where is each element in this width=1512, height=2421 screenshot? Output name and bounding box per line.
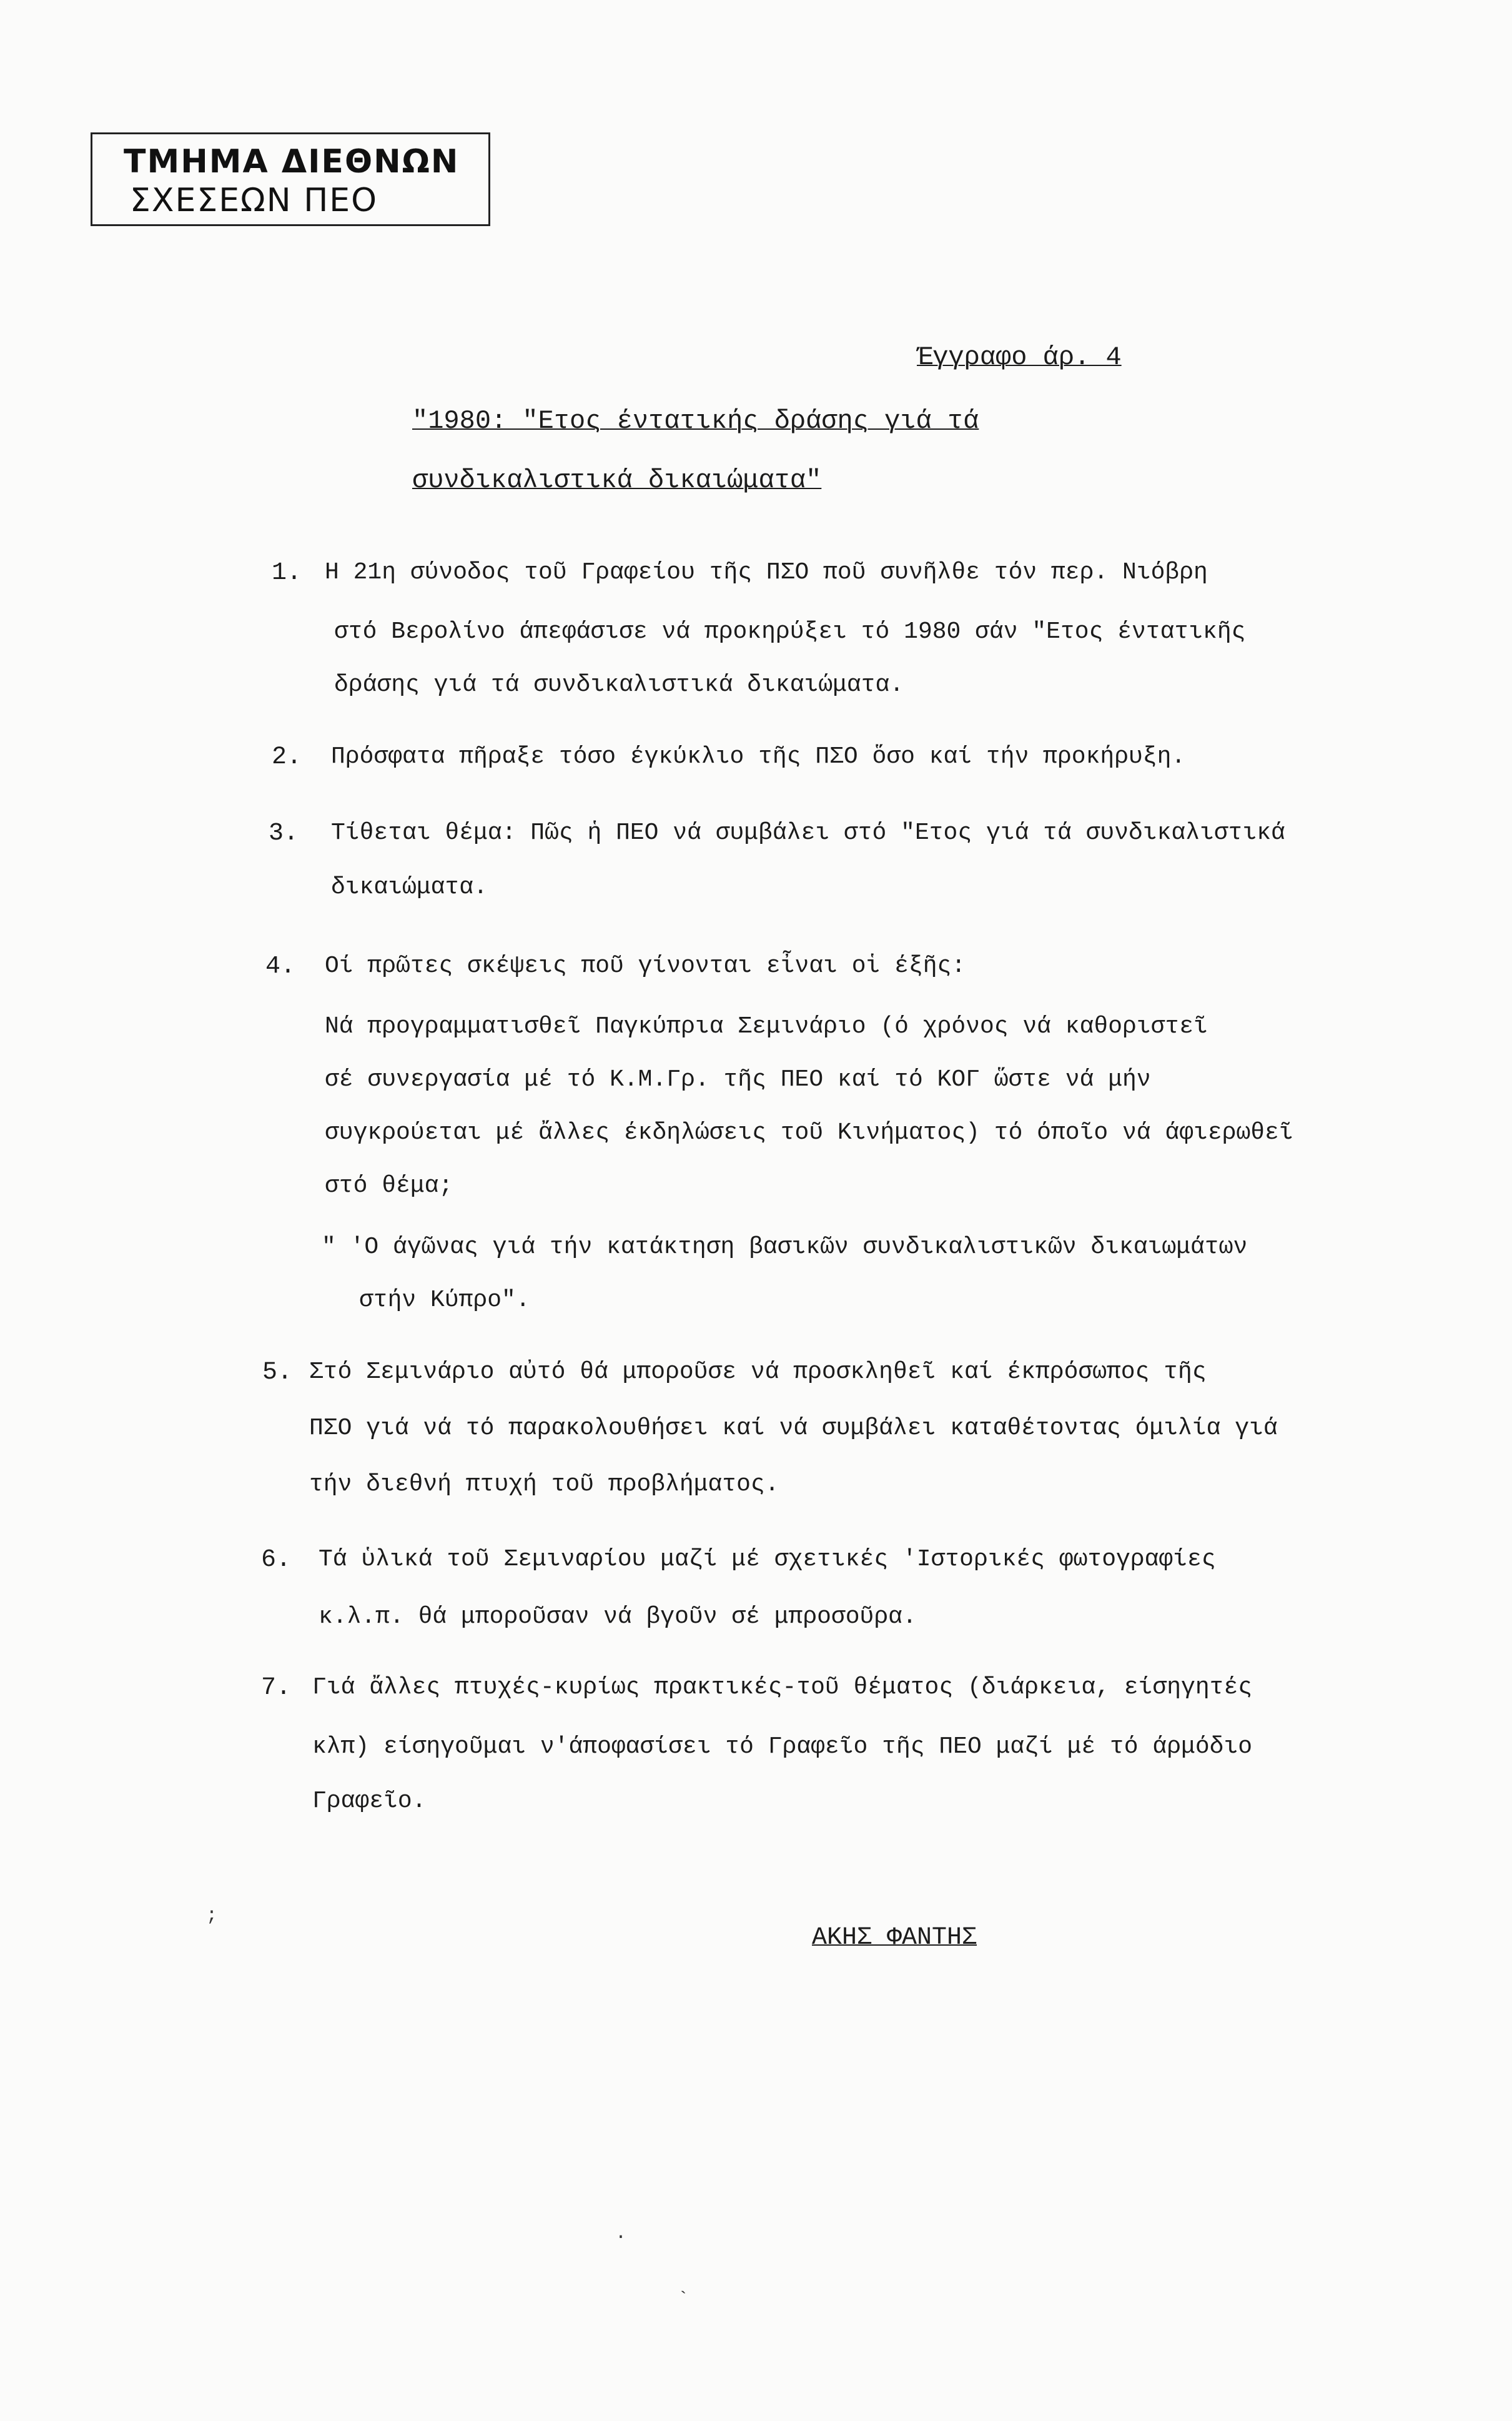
item-number: 3. (269, 819, 299, 848)
item-number: 7. (261, 1674, 292, 1702)
item-number: 6. (261, 1546, 292, 1574)
item-4-line-6: " 'Ο άγῶνας γιά τήν κατάκτηση βασικῶν συνδικαλιστικῶν δικαιωμάτων (322, 1234, 1248, 1260)
item-1-line-3: δράσης γιά τά συνδικαλιστικά δικαιώματα. (334, 671, 904, 698)
scan-speck: · (615, 2227, 627, 2248)
item-number: 5. (262, 1359, 293, 1387)
signature-name: ΑΚΗΣ ΦΑΝΤΗΣ (812, 1924, 977, 1952)
item-2-line-1: Πρόσφατα πῆραξε τόσο έγκύκλιο τῆς ΠΣΟ ὅσο καί τήν προκήρυξη. (331, 743, 1186, 770)
scan-speck: ` (678, 2289, 689, 2310)
document-number: Έγγραφο άρ. 4 (917, 342, 1122, 372)
item-7-line-1: Γιά ἄλλες πτυχές-κυρίως πρακτικές-τοῦ θέματος (διάρκεια, είσηγητές (312, 1674, 1253, 1701)
item-6-line-1: Τά ὑλικά τοῦ Σεμιναρίου μαζί μέ σχετικές 'Ιστορικές φωτογραφίες (319, 1546, 1216, 1573)
stamp-line-2: ΣΧΕΣΕΩΝ ΠΕΟ (130, 182, 378, 219)
item-number: 1. (272, 559, 302, 587)
item-7-line-2: κλπ) είσηγοῦμαι ν'άποφασίσει τό Γραφεῖο τῆς ΠΕΟ μαζί μέ τό άρμόδιο (312, 1733, 1253, 1760)
title-line-1: "1980: "Ετος έντατικής δράσης γιά τά (412, 406, 979, 436)
item-1-line-2: στό Βερολίνο άπεφάσισε νά προκηρύξει τό 1980 σάν "Ετος έντατικῆς (334, 618, 1246, 645)
stamp-line-1: ΤΜΗΜΑ ΔΙΕΘΝΩΝ (124, 143, 460, 181)
title-line-2: συνδικαλιστικά δικαιώματα" (412, 465, 822, 495)
item-1-line-1: Η 21η σύνοδος τοῦ Γραφείου τῆς ΠΣΟ ποῦ συνῆλθε τόν περ. Νιόβρη (325, 559, 1208, 586)
item-6-line-2: κ.λ.π. θά μποροῦσαν νά βγοῦν σέ μπροσοῦρα. (319, 1603, 917, 1630)
item-4-line-4: συγκρούεται μέ ἄλλες έκδηλώσεις τοῦ Κινήματος) τό όποῖο νά άφιερωθεῖ (325, 1119, 1293, 1146)
item-4-line-7: στήν Κύπρο". (359, 1287, 530, 1314)
department-stamp (91, 132, 490, 226)
item-4-line-5: στό θέμα; (325, 1172, 453, 1199)
item-5-line-2: ΠΣΟ γιά νά τό παρακολουθήσει καί νά συμβάλει καταθέτοντας όμιλία γιά (309, 1415, 1278, 1442)
item-number: 4. (265, 953, 296, 981)
item-5-line-3: τήν διεθνή πτυχή τοῦ προβλήματος. (309, 1471, 779, 1498)
item-4-line-2: Νά προγραμματισθεῖ Παγκύπρια Σεμινάριο (ό χρόνος νά καθοριστεῖ (325, 1013, 1208, 1040)
scan-speck: ; (206, 1905, 218, 1926)
item-3-line-1: Τίθεται θέμα: Πῶς ἡ ΠΕΟ νά συμβάλει στό "Ετος γιά τά συνδικαλιστικά (331, 819, 1285, 846)
item-4-line-3: σέ συνεργασία μέ τό Κ.Μ.Γρ. τῆς ΠΕΟ καί τό ΚΟΓ ὥστε νά μήν (325, 1066, 1151, 1093)
item-number: 2. (272, 743, 302, 771)
item-4-line-1: Οί πρῶτες σκέψεις ποῦ γίνονται εἶναι οἱ έξῆς: (325, 953, 966, 979)
item-5-line-1: Στό Σεμινάριο αὐτό θά μποροῦσε νά προσκληθεῖ καί έκπρόσωπος τῆς (309, 1359, 1207, 1385)
item-3-line-2: δικαιώματα. (331, 874, 488, 901)
item-7-line-3: Γραφεῖο. (312, 1788, 427, 1815)
